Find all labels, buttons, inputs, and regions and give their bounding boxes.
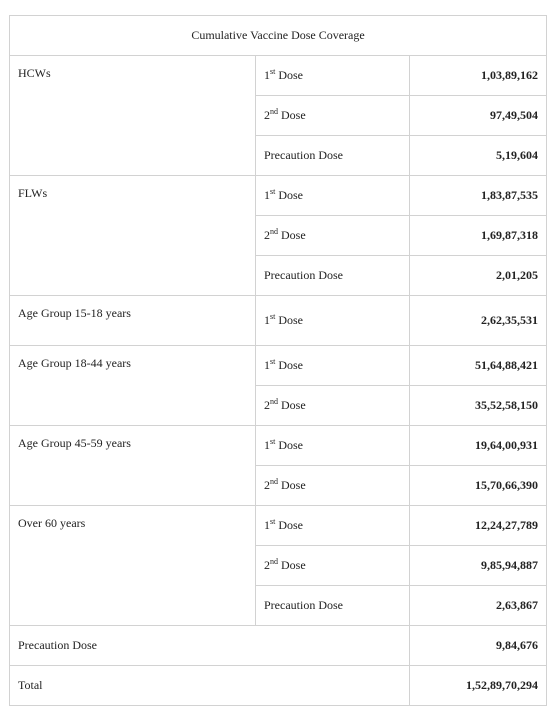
table-row [10, 56, 547, 96]
table-body [10, 16, 547, 706]
dose-ordinal-suffix: st [270, 312, 276, 321]
dose-number: 1 [264, 518, 270, 532]
group-label: Over 60 years [10, 506, 256, 626]
dose-ordinal-suffix: st [270, 437, 276, 446]
dose-text: Dose [275, 518, 304, 532]
dose-count: 2,63,867 [410, 586, 547, 626]
group-label: Age Group 15-18 years [10, 296, 256, 346]
dose-label [256, 96, 410, 136]
dose-text: Dose [278, 558, 306, 572]
dose-label [256, 176, 410, 216]
dose-text: Dose [275, 358, 304, 372]
dose-text: Dose [278, 108, 306, 122]
dose-label [256, 386, 410, 426]
vaccine-coverage-table [9, 15, 547, 706]
dose-count: 1,69,87,318 [410, 216, 547, 256]
dose-text: Dose [275, 313, 304, 327]
dose-label [256, 466, 410, 506]
group-label: FLWs [10, 176, 256, 296]
table-row [10, 176, 547, 216]
table-row [10, 426, 547, 466]
dose-ordinal-suffix: st [270, 67, 276, 76]
dose-number: 1 [264, 438, 270, 452]
summary-row [10, 666, 547, 706]
dose-text: Dose [275, 188, 304, 202]
dose-label [256, 256, 410, 296]
dose-number: 2 [264, 228, 270, 242]
dose-ordinal-suffix: st [270, 517, 276, 526]
table-row [10, 296, 547, 346]
dose-ordinal-suffix: nd [270, 227, 278, 236]
dose-count: 15,70,66,390 [410, 466, 547, 506]
dose-number: 2 [264, 108, 270, 122]
dose-ordinal-suffix: nd [270, 557, 278, 566]
dose-count: 97,49,504 [410, 96, 547, 136]
dose-label [256, 426, 410, 466]
dose-text: Dose [275, 438, 304, 452]
dose-count: 1,03,89,162 [410, 56, 547, 96]
dose-ordinal-suffix: nd [270, 107, 278, 116]
dose-label [256, 216, 410, 256]
dose-label [256, 296, 410, 346]
dose-count: 19,64,00,931 [410, 426, 547, 466]
dose-label [256, 56, 410, 96]
dose-count: 1,83,87,535 [410, 176, 547, 216]
dose-text: Dose [278, 398, 306, 412]
dose-text: Dose [278, 478, 306, 492]
dose-label [256, 546, 410, 586]
dose-count: 2,01,205 [410, 256, 547, 296]
title-row [10, 16, 547, 56]
dose-ordinal-suffix: nd [270, 477, 278, 486]
dose-label [256, 346, 410, 386]
group-label: Age Group 18-44 years [10, 346, 256, 426]
dose-number: 1 [264, 313, 270, 327]
table-row [10, 506, 547, 546]
dose-label [256, 136, 410, 176]
dose-ordinal-suffix: nd [270, 397, 278, 406]
dose-ordinal-suffix: st [270, 357, 276, 366]
dose-text: Precaution Dose [264, 598, 343, 612]
dose-count: 51,64,88,421 [410, 346, 547, 386]
table-row [10, 346, 547, 386]
dose-text: Precaution Dose [264, 268, 343, 282]
dose-number: 2 [264, 558, 270, 572]
dose-number: 1 [264, 188, 270, 202]
table-title: Cumulative Vaccine Dose Coverage [10, 16, 547, 56]
dose-text: Dose [275, 68, 304, 82]
group-label: HCWs [10, 56, 256, 176]
summary-count: 1,52,89,70,294 [410, 666, 547, 706]
dose-number: 1 [264, 358, 270, 372]
group-label: Age Group 45-59 years [10, 426, 256, 506]
summary-label: Precaution Dose [10, 626, 410, 666]
summary-row [10, 626, 547, 666]
dose-count: 12,24,27,789 [410, 506, 547, 546]
dose-label [256, 506, 410, 546]
dose-count: 9,85,94,887 [410, 546, 547, 586]
dose-count: 2,62,35,531 [410, 296, 547, 346]
dose-text: Dose [278, 228, 306, 242]
dose-number: 2 [264, 478, 270, 492]
dose-ordinal-suffix: st [270, 187, 276, 196]
dose-count: 5,19,604 [410, 136, 547, 176]
dose-number: 2 [264, 398, 270, 412]
dose-number: 1 [264, 68, 270, 82]
summary-label: Total [10, 666, 410, 706]
dose-text: Precaution Dose [264, 148, 343, 162]
summary-count: 9,84,676 [410, 626, 547, 666]
dose-count: 35,52,58,150 [410, 386, 547, 426]
dose-label [256, 586, 410, 626]
